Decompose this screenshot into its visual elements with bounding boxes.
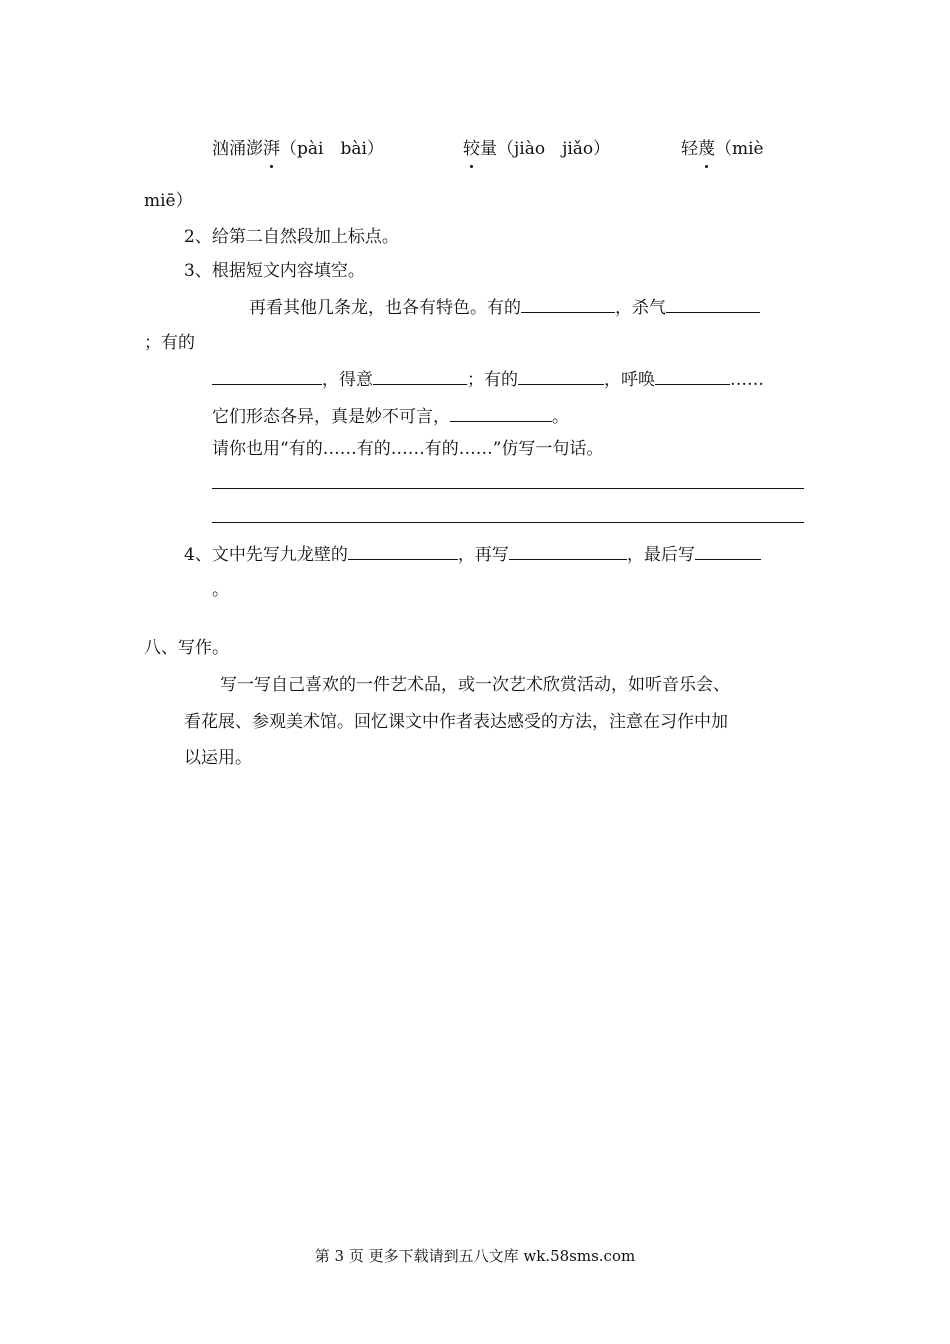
q2-text: 2、给第二自然段加上标点。 xyxy=(184,227,399,247)
q3-line3-text-a: ，得意 xyxy=(322,370,373,390)
q3-blank-1[interactable] xyxy=(521,294,615,313)
q1-word1: 汹涌澎 xyxy=(212,139,263,159)
q4-text-a: 4、文中先写九龙壁的 xyxy=(184,545,348,565)
q3-blank-4[interactable] xyxy=(373,366,467,385)
q3-blank-6[interactable] xyxy=(655,366,730,385)
q3-line1 xyxy=(249,294,760,320)
q3-line3 xyxy=(212,366,764,392)
q3-line1-text-b: ，杀气 xyxy=(615,298,666,318)
q3-answer-line-1[interactable] xyxy=(212,488,804,489)
q3-line3-text-b: ；有的 xyxy=(467,370,518,390)
q4-blank-1[interactable] xyxy=(348,541,458,560)
q4-text-b: ，再写 xyxy=(457,545,509,565)
q1-word3: 轻 xyxy=(681,139,698,159)
q3-blank-2[interactable] xyxy=(666,294,760,313)
q3-line4-text-b: 。 xyxy=(552,407,569,427)
q3-blank-7[interactable] xyxy=(450,403,552,422)
q1-word2-pinyin: （jiào jiǎo） xyxy=(497,139,611,159)
q3-line1-text-a: 再看其他几条龙，也各有特色。有的 xyxy=(249,298,521,318)
q3-line2: ；有的 xyxy=(144,333,195,353)
q3-answer-line-2[interactable] xyxy=(212,522,804,523)
s8-line-3: 以运用。 xyxy=(184,748,252,768)
q1-word1-dotted-char: 湃 xyxy=(263,139,280,159)
q4-text-c: ，最后写 xyxy=(626,545,695,565)
q3-imitation-prompt: 请你也用“有的……有的……有的……”仿写一句话。 xyxy=(212,439,604,459)
q4-wrap: 。 xyxy=(212,580,229,600)
page-footer: 第 3 页 更多下载请到五八文库 wk.58sms.com xyxy=(314,1247,636,1265)
q1-word2-group xyxy=(463,137,610,161)
q1-wrap-line: miē） xyxy=(144,191,193,211)
s8-title: 八、写作。 xyxy=(144,638,229,658)
s8-line-1: 写一写自己喜欢的一件艺术品，或一次艺术欣赏活动，如听音乐会、 xyxy=(220,675,730,695)
q4-blank-2[interactable] xyxy=(509,541,627,560)
q3-title: 3、根据短文内容填空。 xyxy=(184,261,365,281)
q4-blank-3[interactable] xyxy=(695,541,761,560)
q3-blank-5[interactable] xyxy=(518,366,604,385)
q1-word2-dotted-char: 较 xyxy=(463,139,480,159)
q1-word3-pinyin: （miè xyxy=(715,139,764,159)
q1-word2: 量 xyxy=(480,139,497,159)
q4-line xyxy=(184,541,761,567)
q1-word1-pinyin: （pài bài） xyxy=(280,139,384,159)
q3-line4-text-a: 它们形态各异，真是妙不可言， xyxy=(212,407,450,427)
q3-blank-3[interactable] xyxy=(212,366,322,385)
q3-line4 xyxy=(212,403,569,429)
q1-pinyin-line xyxy=(212,137,384,161)
q1-word3-dotted-char: 蔑 xyxy=(698,139,715,159)
q1-word3-group xyxy=(681,137,764,161)
q3-line3-ellipsis: …… xyxy=(730,370,764,390)
s8-line-2: 看花展、参观美术馆。回忆课文中作者表达感受的方法，注意在习作中加 xyxy=(184,712,728,732)
q3-line3-text-c: ，呼唤 xyxy=(604,370,655,390)
